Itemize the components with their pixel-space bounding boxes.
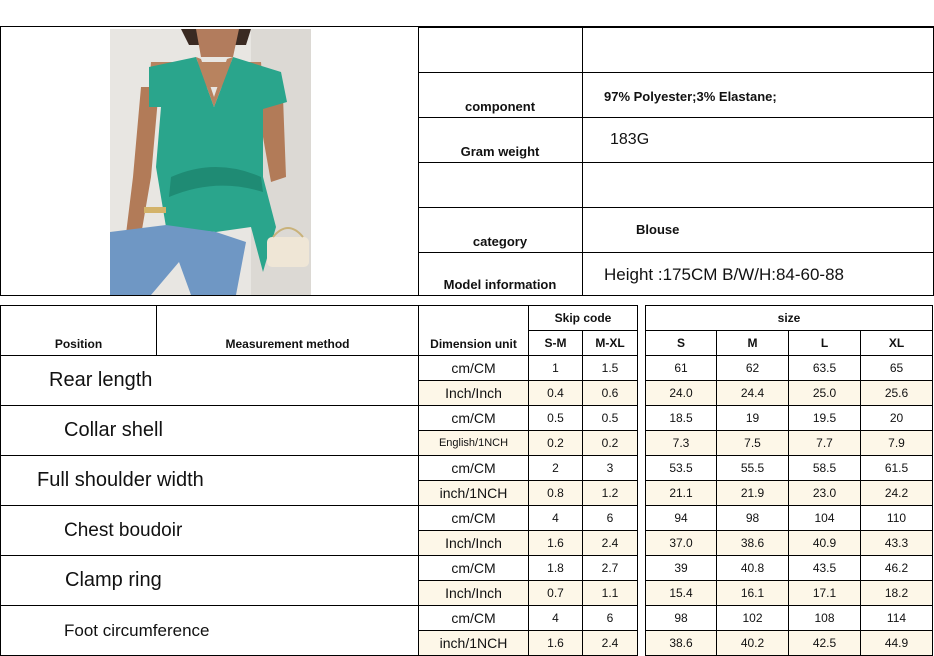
unit-inch: inch/1NCH <box>419 631 529 656</box>
header-size-l: L <box>789 331 861 356</box>
size-value: 38.6 <box>646 631 717 656</box>
unit-inch: English/1NCH <box>419 431 529 456</box>
position-name: Collar shell <box>1 406 419 456</box>
size-value: 108 <box>789 606 861 631</box>
size-value: 61.5 <box>861 456 933 481</box>
size-chart-table <box>0 305 933 656</box>
size-value: 43.3 <box>861 531 933 556</box>
skip-value: 2.7 <box>583 556 638 581</box>
size-value: 40.9 <box>789 531 861 556</box>
skip-value: 4 <box>529 506 583 531</box>
spec-row <box>418 162 934 208</box>
product-photo <box>1 27 419 295</box>
skip-value: 1.6 <box>529 631 583 656</box>
size-value: 20 <box>861 406 933 431</box>
table-row <box>1 406 933 431</box>
unit-cm: cm/CM <box>419 406 529 431</box>
spec-value: Height :175CM B/W/H:84-60-88 <box>604 265 844 284</box>
spec-row-model-info <box>418 252 934 296</box>
position-name: Foot circumference <box>1 606 419 656</box>
size-value: 16.1 <box>717 581 789 606</box>
size-value: 7.3 <box>646 431 717 456</box>
size-value: 61 <box>646 356 717 381</box>
skip-value: 0.6 <box>583 381 638 406</box>
size-value: 21.9 <box>717 481 789 506</box>
skip-value: 0.5 <box>583 406 638 431</box>
header-measurement-method: Measurement method <box>157 306 419 356</box>
size-value: 46.2 <box>861 556 933 581</box>
size-value: 38.6 <box>717 531 789 556</box>
size-value: 24.4 <box>717 381 789 406</box>
skip-value: 0.2 <box>583 431 638 456</box>
header-skip-m-xl: M-XL <box>583 331 638 356</box>
size-value: 98 <box>646 606 717 631</box>
table-row <box>1 506 933 531</box>
spec-row-category <box>418 207 934 253</box>
skip-value: 0.7 <box>529 581 583 606</box>
header-size-m: M <box>717 331 789 356</box>
spec-label: category <box>418 208 583 253</box>
skip-value: 2 <box>529 456 583 481</box>
header-size-s: S <box>646 331 717 356</box>
skip-value: 1.1 <box>583 581 638 606</box>
spec-value: Blouse <box>636 222 680 237</box>
header-skip-code: Skip code <box>529 306 638 331</box>
size-value: 25.0 <box>789 381 861 406</box>
size-value: 65 <box>861 356 933 381</box>
size-value: 39 <box>646 556 717 581</box>
size-value: 18.2 <box>861 581 933 606</box>
size-value: 25.6 <box>861 381 933 406</box>
unit-inch: Inch/Inch <box>419 381 529 406</box>
unit-cm: cm/CM <box>419 606 529 631</box>
size-value: 23.0 <box>789 481 861 506</box>
size-value: 62 <box>717 356 789 381</box>
size-value: 18.5 <box>646 406 717 431</box>
size-value: 7.7 <box>789 431 861 456</box>
spec-row-component <box>418 72 934 118</box>
skip-value: 1.5 <box>583 356 638 381</box>
header-dimension-unit: Dimension unit <box>419 306 529 356</box>
size-value: 94 <box>646 506 717 531</box>
spec-label: component <box>418 73 583 118</box>
size-value: 58.5 <box>789 456 861 481</box>
skip-value: 3 <box>583 456 638 481</box>
size-value: 114 <box>861 606 933 631</box>
size-value: 40.2 <box>717 631 789 656</box>
spec-label <box>418 28 583 73</box>
skip-value: 1.6 <box>529 531 583 556</box>
skip-value: 1 <box>529 356 583 381</box>
size-value: 53.5 <box>646 456 717 481</box>
skip-value: 4 <box>529 606 583 631</box>
header-position: Position <box>1 306 157 356</box>
spec-value <box>584 28 934 73</box>
size-value: 98 <box>717 506 789 531</box>
skip-value: 2.4 <box>583 631 638 656</box>
size-value: 43.5 <box>789 556 861 581</box>
unit-cm: cm/CM <box>419 356 529 381</box>
unit-cm: cm/CM <box>419 456 529 481</box>
size-value: 102 <box>717 606 789 631</box>
unit-inch: inch/1NCH <box>419 481 529 506</box>
skip-value: 0.5 <box>529 406 583 431</box>
spec-row <box>418 27 934 73</box>
size-value: 17.1 <box>789 581 861 606</box>
spec-value <box>584 163 934 208</box>
size-value: 40.8 <box>717 556 789 581</box>
size-value: 110 <box>861 506 933 531</box>
size-value: 7.5 <box>717 431 789 456</box>
skip-value: 2.4 <box>583 531 638 556</box>
position-name: Rear length <box>1 356 419 406</box>
column-gap <box>638 306 646 656</box>
size-value: 15.4 <box>646 581 717 606</box>
skip-value: 1.8 <box>529 556 583 581</box>
spec-value: 183G <box>610 131 650 148</box>
unit-cm: cm/CM <box>419 506 529 531</box>
skip-value: 0.4 <box>529 381 583 406</box>
model-blouse-image <box>1 27 418 295</box>
size-value: 21.1 <box>646 481 717 506</box>
unit-inch: Inch/Inch <box>419 531 529 556</box>
product-spec-table <box>0 26 934 296</box>
table-row <box>1 606 933 631</box>
position-name: Full shoulder width <box>1 456 419 506</box>
table-row <box>1 356 933 381</box>
size-value: 37.0 <box>646 531 717 556</box>
table-row <box>1 456 933 481</box>
skip-value: 0.8 <box>529 481 583 506</box>
skip-value: 1.2 <box>583 481 638 506</box>
size-value: 19.5 <box>789 406 861 431</box>
size-value: 24.2 <box>861 481 933 506</box>
spec-label: Model information <box>418 253 583 296</box>
size-value: 55.5 <box>717 456 789 481</box>
size-value: 104 <box>789 506 861 531</box>
skip-value: 0.2 <box>529 431 583 456</box>
header-size: size <box>646 306 933 331</box>
table-row <box>1 556 933 581</box>
size-value: 42.5 <box>789 631 861 656</box>
skip-value: 6 <box>583 606 638 631</box>
spec-label: Gram weight <box>418 118 583 163</box>
unit-inch: Inch/Inch <box>419 581 529 606</box>
spec-label <box>418 163 583 208</box>
size-value: 19 <box>717 406 789 431</box>
size-value: 7.9 <box>861 431 933 456</box>
size-value: 63.5 <box>789 356 861 381</box>
header-skip-s-m: S-M <box>529 331 583 356</box>
spec-value: 97% Polyester;3% Elastane; <box>604 89 777 104</box>
unit-cm: cm/CM <box>419 556 529 581</box>
spec-row-gram-weight <box>418 117 934 163</box>
position-name: Chest boudoir <box>1 506 419 556</box>
size-value: 24.0 <box>646 381 717 406</box>
size-value: 44.9 <box>861 631 933 656</box>
header-size-xl: XL <box>861 331 933 356</box>
position-name: Clamp ring <box>1 556 419 606</box>
skip-value: 6 <box>583 506 638 531</box>
